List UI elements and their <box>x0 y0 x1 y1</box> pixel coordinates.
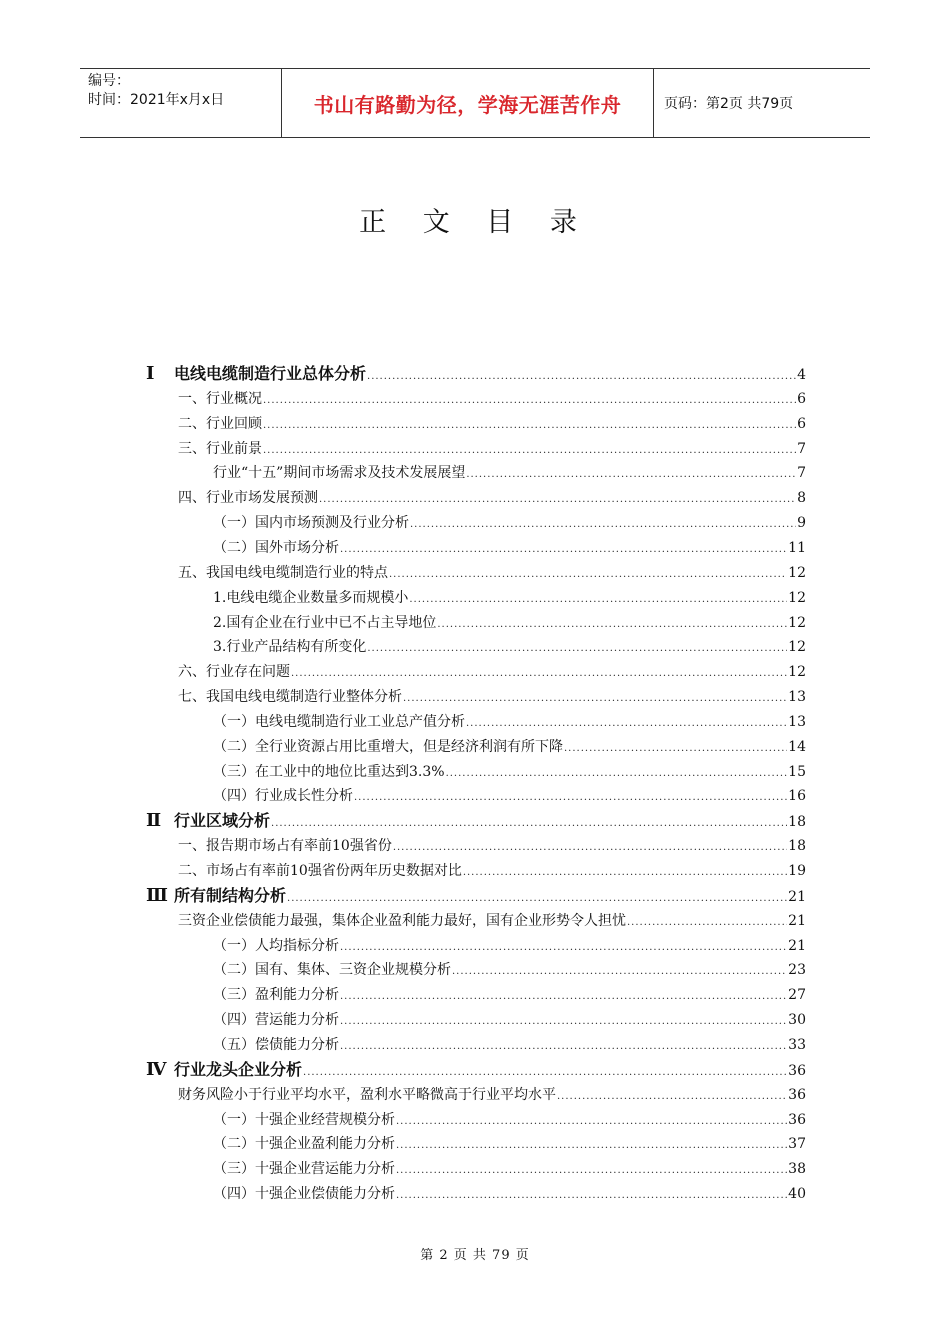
toc-entry-label <box>146 1058 302 1082</box>
toc-entry-text: （二）国外市场分析 <box>213 539 339 556</box>
toc-leader-dots <box>340 1010 787 1034</box>
toc-entry-text: （一）人均指标分析 <box>213 937 339 954</box>
toc-page-number: 7 <box>797 440 806 457</box>
toc-entry-text: 三资企业偿债能力最强，集体企业盈利能力最好，国有企业形势令人担忧 <box>178 912 626 929</box>
toc-entry[interactable] <box>178 909 806 933</box>
toc-entry[interactable] <box>178 660 806 684</box>
toc-page-number: 12 <box>788 639 806 656</box>
toc-leader-dots <box>452 960 787 984</box>
toc-entry[interactable] <box>178 859 806 883</box>
toc-entry[interactable] <box>213 1108 806 1132</box>
toc-entry-label <box>213 958 451 982</box>
toc-entry-label <box>213 1157 395 1181</box>
toc-page-number: 12 <box>788 614 806 631</box>
toc-entry-label <box>213 1132 395 1156</box>
toc-entry[interactable] <box>178 1083 806 1107</box>
toc-leader-dots <box>367 637 787 661</box>
toc-entry-label <box>213 1033 339 1057</box>
toc-entry[interactable] <box>213 511 806 535</box>
toc-roman-numeral: Ⅳ <box>146 1058 167 1080</box>
toc-entry-label <box>178 387 262 411</box>
toc-roman-numeral: Ⅲ <box>146 884 168 906</box>
toc-entry-label <box>213 1108 395 1132</box>
toc-entry-text: （二）国有、集体、三资企业规模分析 <box>213 962 451 979</box>
toc-entry-text: 五、我国电线电缆制造行业的特点 <box>178 564 388 581</box>
page-title: 正 文 目 录 <box>359 207 591 238</box>
toc-entry[interactable] <box>178 412 806 436</box>
toc-page-number: 13 <box>788 689 806 706</box>
toc-entry[interactable] <box>213 958 806 982</box>
toc-page-number: 21 <box>788 912 806 929</box>
toc-entry-label <box>178 685 402 709</box>
toc-entry-text: 2.国有企业在行业中已不占主导地位 <box>213 614 437 631</box>
toc-leader-dots <box>396 1159 787 1183</box>
toc-entry-text: （一）国内市场预测及行业分析 <box>213 515 409 532</box>
toc-leader-dots <box>319 488 796 512</box>
toc-entry[interactable] <box>178 561 806 585</box>
time-label: 时间：2021年x月x日 <box>88 92 225 108</box>
toc-leader-dots <box>403 687 787 711</box>
toc-entry-label <box>146 809 270 833</box>
toc-entry-label <box>213 586 408 610</box>
toc-entry[interactable] <box>146 1058 806 1082</box>
toc-entry[interactable] <box>213 710 806 734</box>
toc-entry-label <box>213 934 339 958</box>
toc-entry-label <box>213 536 339 560</box>
toc-leader-dots <box>271 812 787 836</box>
toc-entry-text: 七、我国电线电缆制造行业整体分析 <box>178 689 402 706</box>
toc-page-number: 8 <box>797 490 806 507</box>
toc-page-number: 6 <box>797 415 806 432</box>
toc-entry-text: （五）偿债能力分析 <box>213 1036 339 1053</box>
toc-leader-dots <box>340 538 787 562</box>
toc-page-number: 18 <box>788 838 806 855</box>
toc-page-number: 12 <box>788 589 806 606</box>
toc-entry-label <box>213 461 465 485</box>
toc-entry[interactable] <box>213 983 806 1007</box>
toc-leader-dots <box>466 463 796 487</box>
toc-leader-dots <box>367 365 796 389</box>
toc-entry[interactable] <box>213 611 806 635</box>
toc-leader-dots <box>396 1184 787 1208</box>
toc-entry-text: 六、行业存在问题 <box>178 664 290 681</box>
toc-entry-label <box>178 437 262 461</box>
toc-leader-dots <box>354 786 787 810</box>
toc-entry-text: （二）十强企业盈利能力分析 <box>213 1136 395 1153</box>
toc-page-number: 6 <box>797 390 806 407</box>
toc-leader-dots <box>263 439 796 463</box>
toc-entry-label <box>213 735 563 759</box>
toc-page-number: 21 <box>788 888 806 905</box>
toc-entry-text: 四、行业市场发展预测 <box>178 490 318 507</box>
toc-entry[interactable] <box>178 834 806 858</box>
toc-leader-dots <box>410 513 796 537</box>
toc-entry-text: 所有制结构分析 <box>174 885 287 905</box>
toc-entry-label <box>213 710 465 734</box>
toc-entry-label <box>178 834 392 858</box>
toc-leader-dots <box>409 588 787 612</box>
toc-entry-text: （三）十强企业营运能力分析 <box>213 1161 395 1178</box>
toc-entry-label <box>178 561 388 585</box>
toc-entry-label <box>213 760 445 784</box>
toc-entry-text: 行业“十五”期间市场需求及技术发展展望 <box>213 465 466 482</box>
toc-entry-label <box>178 486 318 510</box>
toc-entry[interactable] <box>146 362 806 386</box>
toc-entry-text: （三）在工业中的地位比重达到3.3% <box>213 763 445 780</box>
toc-leader-dots <box>396 1134 787 1158</box>
toc-page-number: 7 <box>797 465 806 482</box>
toc-entry[interactable] <box>213 635 806 659</box>
toc-page-number: 38 <box>788 1161 806 1178</box>
toc-leader-dots <box>263 414 796 438</box>
toc-leader-dots <box>463 861 787 885</box>
toc-entry[interactable] <box>178 486 806 510</box>
toc-page-number: 36 <box>788 1111 806 1128</box>
toc-entry-label <box>213 611 436 635</box>
toc-entry-text: 电线电缆制造行业总体分析 <box>174 364 367 383</box>
header-page-info: 页码：第2页 共79页 <box>664 96 794 112</box>
toc-leader-dots <box>557 1085 787 1109</box>
toc-leader-dots <box>396 1110 787 1134</box>
toc-leader-dots <box>393 836 787 860</box>
toc-page-number: 9 <box>797 515 806 532</box>
toc-entry[interactable] <box>213 1182 806 1206</box>
toc-page-number: 21 <box>788 937 806 954</box>
toc-leader-dots <box>303 1061 787 1085</box>
toc-page-number: 14 <box>788 738 806 755</box>
toc-entry-text: 一、行业概况 <box>178 390 262 407</box>
toc-entry-text: （四）十强企业偿债能力分析 <box>213 1186 395 1203</box>
toc-entry-text: 财务风险小于行业平均水平，盈利水平略微高于行业平均水平 <box>178 1086 556 1103</box>
toc-leader-dots <box>466 712 787 736</box>
toc-entry[interactable] <box>213 1132 806 1156</box>
toc-entry-label <box>213 635 366 659</box>
toc-leader-dots <box>564 737 787 761</box>
toc-leader-dots <box>263 389 796 413</box>
toc-entry-text: （三）盈利能力分析 <box>213 987 339 1004</box>
toc-entry[interactable] <box>213 1008 806 1032</box>
toc-page-number: 36 <box>788 1062 806 1079</box>
toc-entry-text: 一、报告期市场占有率前10强省份 <box>178 838 392 855</box>
toc-entry[interactable] <box>213 461 806 485</box>
number-label: 编号： <box>88 73 130 89</box>
toc-entry[interactable] <box>178 685 806 709</box>
toc-entry-label <box>213 1182 395 1206</box>
toc-page-number: 19 <box>788 863 806 879</box>
toc-entry-text: （二）全行业资源占用比重增大，但是经济利润有所下降 <box>213 738 563 755</box>
toc-entry-label <box>178 909 626 933</box>
toc-page-number: 36 <box>788 1086 806 1103</box>
toc-entry[interactable] <box>146 809 806 833</box>
toc-entry-text: 行业龙头企业分析 <box>174 1059 303 1079</box>
toc-entry-text: 3.行业产品结构有所变化 <box>213 639 367 656</box>
toc-entry-text: 行业区域分析 <box>174 811 271 831</box>
toc-entry-label <box>178 859 462 883</box>
toc-entry-text: （四）营运能力分析 <box>213 1012 339 1029</box>
toc-entry[interactable] <box>213 760 806 784</box>
toc-entry-text: 二、行业回顾 <box>178 415 262 432</box>
toc-entry[interactable] <box>213 784 806 808</box>
toc-page-number: 33 <box>788 1036 806 1053</box>
header-motto: 书山有路勤为径，学海无涯苦作舟 <box>282 69 654 137</box>
toc-entry-text: 二、市场占有率前10强省份两年历史数据对比 <box>178 863 462 879</box>
toc-entry-label <box>178 1083 556 1107</box>
toc-page-number: 4 <box>797 367 806 383</box>
toc-entry-text: （四）行业成长性分析 <box>213 788 353 805</box>
toc-leader-dots <box>340 1035 787 1059</box>
toc-page-number: 15 <box>788 763 806 780</box>
toc-entry[interactable] <box>146 884 806 908</box>
toc-leader-dots <box>340 985 787 1009</box>
toc-entry-text: （一）十强企业经营规模分析 <box>213 1111 395 1128</box>
toc-entry[interactable] <box>213 586 806 610</box>
toc-entry-label <box>178 660 290 684</box>
toc-entry[interactable] <box>213 1157 806 1181</box>
toc-entry-label <box>146 884 286 908</box>
toc-leader-dots <box>446 762 788 786</box>
toc-leader-dots <box>389 563 787 587</box>
toc-page-number: 30 <box>788 1012 806 1029</box>
toc-entry-label <box>178 412 262 436</box>
toc-entry-label <box>213 511 409 535</box>
toc-page-number: 12 <box>788 664 806 681</box>
toc-page-number: 18 <box>788 814 806 831</box>
toc-entry[interactable] <box>213 934 806 958</box>
toc-leader-dots <box>340 936 787 960</box>
toc-entry[interactable] <box>213 536 806 560</box>
toc-entry-label <box>213 1008 339 1032</box>
toc-entry-label <box>146 362 366 386</box>
toc-entry[interactable] <box>178 387 806 411</box>
toc-page-number: 13 <box>788 713 806 730</box>
page-footer: 第 2 页 共 79 页 <box>420 1248 530 1263</box>
toc-roman-numeral: Ⅰ <box>146 363 155 384</box>
toc-entry-label <box>213 784 353 808</box>
toc-page-number: 11 <box>788 539 806 556</box>
toc-entry[interactable] <box>213 1033 806 1057</box>
toc-leader-dots <box>627 911 787 935</box>
toc-entry-text: 1.电线电缆企业数量多而规模小 <box>213 589 409 606</box>
header-meta <box>80 69 282 137</box>
toc-page-number: 37 <box>788 1136 806 1153</box>
toc-leader-dots <box>287 887 787 911</box>
toc-entry-text: 三、行业前景 <box>178 440 262 457</box>
toc-page-number: 16 <box>788 788 806 805</box>
toc-page-number: 40 <box>788 1186 806 1203</box>
toc-entry-text: （一）电线电缆制造行业工业总产值分析 <box>213 713 465 730</box>
toc-entry-label <box>213 983 339 1007</box>
page-header <box>80 68 870 138</box>
toc-roman-numeral: Ⅱ <box>146 810 162 832</box>
toc-entry[interactable] <box>213 735 806 759</box>
toc-entry[interactable] <box>178 437 806 461</box>
toc-page-number: 12 <box>788 564 806 581</box>
toc-leader-dots <box>437 613 787 637</box>
toc-leader-dots <box>291 662 787 686</box>
toc-page-number: 23 <box>788 962 806 979</box>
toc-page-number: 27 <box>788 987 806 1004</box>
